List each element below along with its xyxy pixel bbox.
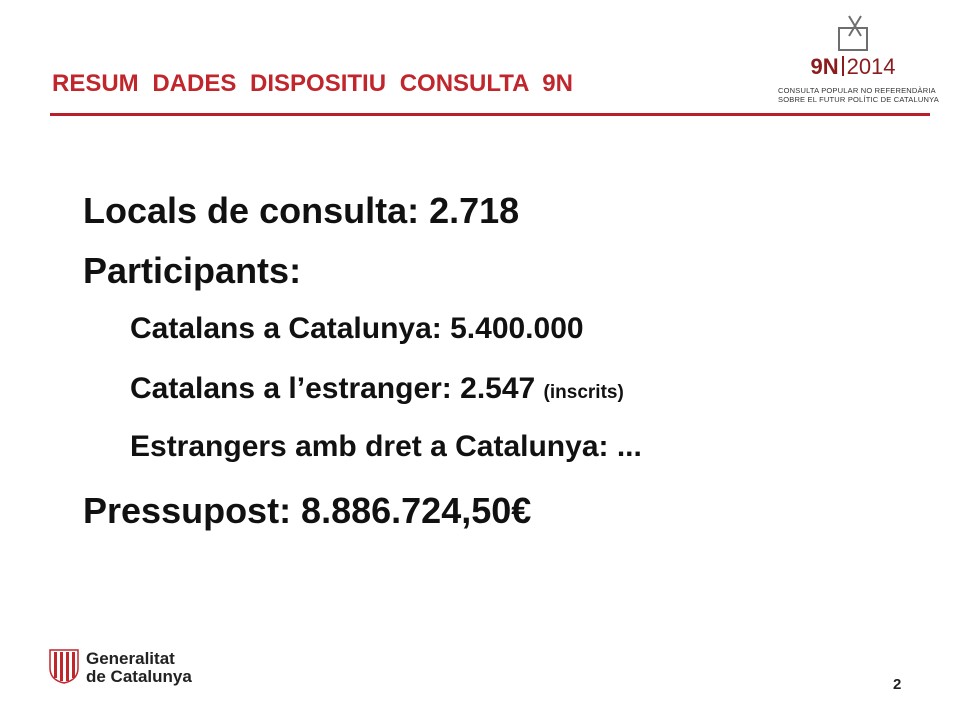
logo-9n-text: 9N (810, 54, 839, 79)
catalans-catalunya-line: Catalans a Catalunya: 5.400.000 (130, 312, 584, 345)
logo-tagline-1: CONSULTA POPULAR NO REFERENDÀRIA (778, 86, 936, 95)
generalitat-line-2: de Catalunya (86, 667, 192, 686)
page-number: 2 (893, 676, 902, 693)
logo-separator (842, 56, 844, 76)
senyera-shield-icon (48, 648, 80, 684)
catalans-estranger-line (130, 372, 624, 406)
generalitat-name (86, 650, 192, 686)
participants-heading: Participants: (83, 250, 302, 291)
pressupost-line: Pressupost: 8.886.724,50€ (83, 490, 532, 531)
locals-line: Locals de consulta: 2.718 (83, 190, 520, 231)
generalitat-logo (48, 648, 218, 688)
header-title: RESUM DADES DISPOSITIU CONSULTA 9N (52, 70, 573, 97)
logo-wordmark (778, 54, 928, 80)
header-divider (50, 113, 930, 116)
catalans-estranger-text: Catalans a l’estranger: 2.547 (130, 372, 544, 405)
ballot-box-icon (833, 14, 873, 54)
estrangers-line: Estrangers amb dret a Catalunya: ... (130, 430, 642, 463)
consulta-9n-logo (778, 14, 939, 106)
logo-tagline-2: SOBRE EL FUTUR POLÍTIC DE CATALUNYA (778, 95, 939, 104)
generalitat-line-1: Generalitat (86, 649, 175, 668)
inscrits-note: (inscrits) (543, 382, 624, 403)
logo-year-text: 2014 (846, 54, 896, 79)
